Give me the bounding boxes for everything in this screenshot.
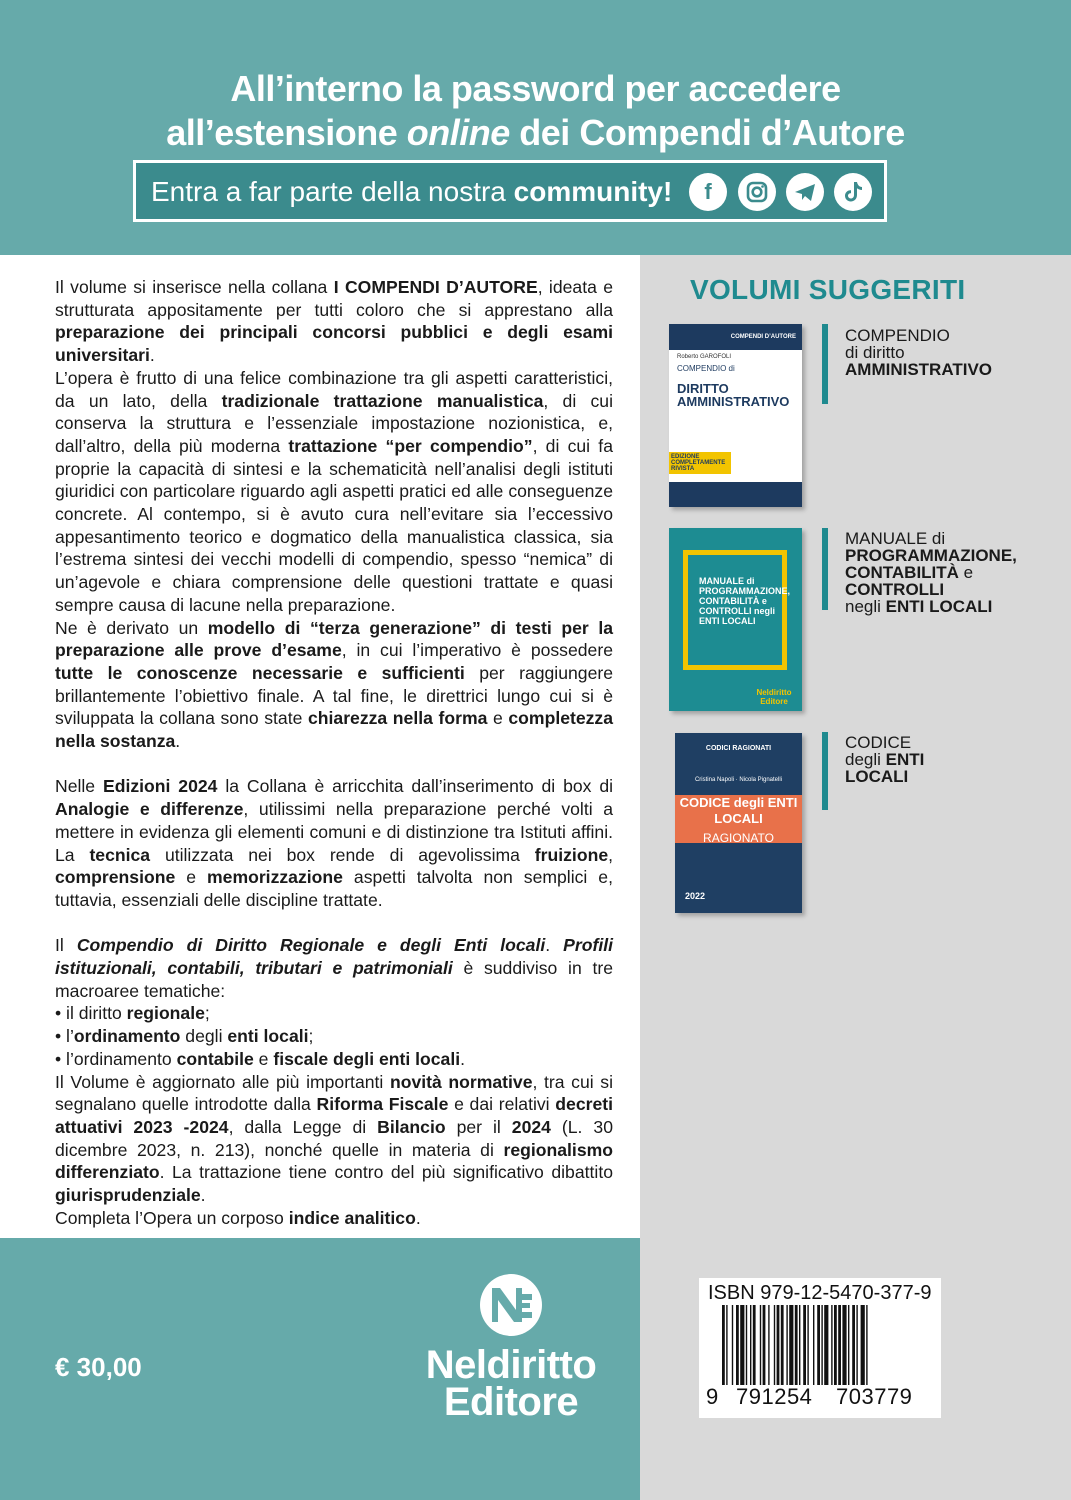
book-cover-codice-enti-locali[interactable] — [675, 733, 802, 913]
barcode-bar — [781, 1305, 784, 1385]
caption-line: negli — [845, 597, 886, 616]
barcode-bar — [799, 1305, 800, 1385]
cover-author: Roberto GAROFOLI — [677, 354, 732, 360]
barcode-bar — [726, 1305, 727, 1385]
list-item: • l’ordinamento contabile e fiscale degli enti locali. — [55, 1048, 466, 1069]
cover-title: CODICE degli ENTI LOCALI — [679, 795, 798, 826]
barcode-bar — [856, 1305, 857, 1385]
book-cover-manuale-enti-locali[interactable] — [669, 528, 802, 711]
caption-line-bold: ENTI — [885, 750, 925, 769]
barcode-bar — [746, 1305, 747, 1385]
book-1-divider — [822, 324, 828, 404]
barcode-icon — [722, 1305, 934, 1385]
bullet-list — [55, 1002, 613, 1070]
caption-line: MANUALE — [845, 529, 928, 548]
paragraph-updates: Il Volume è aggiornato alle più importanti novità normative, tra cui si segnalano quelle introdotte dalla Riforma Fiscale e dai relativi decreti attuativi 2023 -2024, dalla Legge di Bilancio per il 2024 (L. 30 dicembre 2023, n. 213), nonché quelle in materia di regionalismo differenziato. La trattazione tiene contro del più significativo dibattito giurisprudenziale. — [55, 1071, 613, 1206]
headline-pre: all’estensione — [166, 112, 407, 153]
cover-title: DIRITTO AMMINISTRATIVO — [677, 381, 790, 409]
headline-online: online — [406, 112, 510, 153]
barcode-bar — [803, 1305, 806, 1385]
barcode-bar — [824, 1305, 828, 1385]
barcode-bar — [789, 1305, 793, 1385]
book-3-caption — [845, 734, 924, 785]
barcode-bar — [768, 1305, 769, 1385]
barcode-bar — [813, 1305, 814, 1385]
barcode-bar — [831, 1305, 832, 1385]
instagram-icon[interactable] — [738, 173, 776, 211]
book-1-caption — [845, 327, 992, 378]
barcode-bar — [760, 1305, 761, 1385]
cover-authors: Cristina Napoli · Nicola Pignatelli — [694, 777, 783, 783]
book-cover-amministrativo[interactable] — [669, 324, 802, 507]
barcode-digits-left: 791254 — [736, 1384, 813, 1409]
community-bold: community! — [513, 176, 673, 207]
paragraph-index: Completa l’Opera un corposo indice analitico. — [55, 1207, 421, 1228]
description-text — [55, 276, 613, 1230]
community-banner[interactable] — [133, 160, 887, 222]
barcode-bar — [834, 1305, 837, 1385]
community-text — [151, 173, 672, 211]
brand-name: Neldiritto — [425, 1343, 597, 1387]
caption-line-bold: CONTROLLI — [845, 580, 945, 599]
caption-line-bold: CONTABILITÀ — [845, 563, 959, 582]
telegram-icon[interactable] — [786, 173, 824, 211]
paragraph-intro: Il volume si inserisce nella collana I COMPENDI D’AUTORE, ideata e strutturata appositamente per tutti coloro che si apprestano alla preparazione dei principali concorsi pubblici e degli esami universitari. — [55, 277, 614, 366]
barcode-bar — [861, 1305, 865, 1385]
barcode-digit-prefix: 9 — [706, 1384, 719, 1409]
cover-subtitle: COMPENDIO di — [677, 364, 735, 373]
book-2-caption — [845, 530, 1017, 615]
list-item: • l’ordinamento degli enti locali; — [55, 1026, 314, 1047]
headline-post: dei Compendi d’Autore — [509, 112, 905, 153]
paragraph-editions: Nelle Edizioni 2024 la Collana è arricchita dall’inserimento di box di Analogie e differenze, utilissimi nella preparazione perché volti a mettere in evidenza gli elementi comuni e di distinzione tra Istituti affini. La tecnica utilizzata nei box rende di agevolissima fruizione, comprensione e memorizzazione aspetti talvolta non semplici e, tuttavia, essenziali delle discipline trattate. — [55, 776, 614, 910]
barcode-bar — [866, 1305, 867, 1385]
caption-line: CODICE — [845, 733, 912, 752]
barcode-bar — [774, 1305, 775, 1385]
price: € 30,00 — [55, 1352, 142, 1382]
paragraph-opera: L’opera è frutto di una felice combinazione tra gli aspetti caratteristici, da un lato, della tradizionale trattazione manualistica, di cui conserva la struttura e l’essenziale impostazione nozionistica, e, dall’altro, della più moderna trattazione “per compendio”, di cui fa proprie la capacità di sintesi e la schematicità nell’analisi degli istituti giuridici con particolare riguardo agli aspetti pratici ed alle conseguenze concrete. Al contempo, si è avuto cura nell’evitare sia l’eccessivo appesantimento teorico e dogmatico della manualistica classica, sia l’estrema sintesi dei vecchi modelli di compendio, spesso “nemica” di un’agevole e chiara comprensione delle questioni trattate e quasi sempre causa di lacune nella preparazione. — [55, 367, 613, 615]
publisher-logo-icon — [478, 1272, 544, 1338]
caption-line-bold: ENTI LOCALI — [885, 597, 993, 616]
barcode-bar — [722, 1305, 725, 1385]
barcode-bar — [777, 1305, 780, 1385]
cover-bottom-band — [669, 482, 802, 507]
book-3-divider — [822, 732, 828, 810]
cover-title: MANUALE di PROGRAMMAZIONE, CONTABILITÀ e CONTROLLI negli ENTI LOCALI — [699, 576, 790, 626]
barcode-bar — [821, 1305, 822, 1385]
cover-year: 2022 — [685, 891, 706, 901]
barcode-bar — [838, 1305, 841, 1385]
barcode-bar — [736, 1305, 739, 1385]
barcode-bar — [786, 1305, 787, 1385]
cover-series: COMPENDI D’AUTORE — [669, 324, 802, 350]
barcode-bar — [740, 1305, 744, 1385]
caption-line: degli — [845, 750, 886, 769]
cover-badge: EDIZIONE COMPLETAMENTE RIVISTA — [669, 452, 731, 474]
barcode-bar — [763, 1305, 766, 1385]
barcode-digits-right: 703779 — [836, 1384, 913, 1409]
barcode-bar — [852, 1305, 855, 1385]
barcode-bar — [842, 1305, 846, 1385]
barcode-bar — [848, 1305, 849, 1385]
brand-editore: Editore — [443, 1380, 579, 1424]
barcode-bar — [753, 1305, 756, 1385]
caption-line: e — [958, 563, 974, 582]
isbn-text: ISBN 979-12-5470-377-9 — [708, 1282, 932, 1304]
caption-line-bold: AMMINISTRATIVO — [845, 360, 993, 379]
barcode-bar — [817, 1305, 820, 1385]
list-item: • il diritto regionale; — [55, 1003, 210, 1024]
headline-line-1: All’interno la password per accedere — [230, 68, 841, 109]
cover-subtitle: RAGIONATO — [703, 831, 774, 845]
caption-line: di diritto — [845, 343, 905, 362]
book-2-divider — [822, 528, 828, 610]
caption-line: di — [927, 529, 946, 548]
caption-line-bold: PROGRAMMAZIONE, — [845, 546, 1017, 565]
caption-line-bold: LOCALI — [845, 767, 909, 786]
barcode-bar — [732, 1305, 733, 1385]
caption-line: COMPENDIO — [845, 326, 950, 345]
barcode-bar — [750, 1305, 751, 1385]
community-pre: Entra a far parte della nostra — [151, 176, 514, 207]
facebook-icon[interactable]: f — [689, 173, 727, 211]
barcode-bar — [795, 1305, 798, 1385]
tiktok-icon[interactable] — [834, 173, 872, 211]
cover-publisher: Neldiritto Editore — [756, 688, 792, 706]
suggested-title: VOLUMI SUGGERITI — [690, 274, 966, 305]
cover-top: CODICI RAGIONATI — [705, 745, 772, 752]
barcode-bar — [807, 1305, 808, 1385]
paragraph-model: Ne è derivato un modello di “terza generazione” di testi per la preparazione alle prove d’esame, in cui l’imperativo è possedere tutte le conoscenze necessarie e sufficienti per raggiungere brillantemente l’obiettivo finale. A tal fine, le direttrici lungo cui si è sviluppata la collana sono state chiarezza nella forma e completezza nella sostanza. — [55, 617, 614, 752]
paragraph-compendio: Il Compendio di Diritto Regionale e degli Enti locali. Profili istituzionali, contabili, tributari e patrimoniali è suddiviso in tre macroaree tematiche: — [55, 935, 613, 1001]
headline-line-2 — [0, 111, 1071, 155]
